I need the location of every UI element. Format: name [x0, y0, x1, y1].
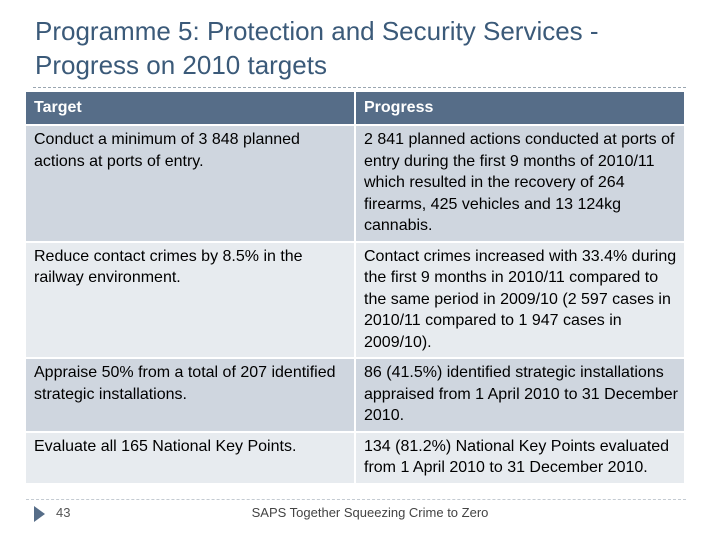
table-row	[26, 125, 685, 242]
target-cell: Evaluate all 165 National Key Points.	[26, 432, 355, 484]
progress-cell: 86 (41.5%) identified strategic installations appraised from 1 April 2010 to 31 December 2010.	[355, 358, 685, 432]
table-row	[26, 358, 685, 432]
progress-cell: 2 841 planned actions conducted at ports of entry during the first 9 months of 2010/11 which resulted in the recovery of 264 firearms, 425 vehicles and 13 124kg cannabis.	[355, 125, 685, 242]
header-progress: Progress	[355, 92, 685, 125]
title-divider	[33, 87, 686, 88]
footer-divider	[26, 499, 686, 500]
target-cell: Conduct a minimum of 3 848 planned actions at ports of entry.	[26, 125, 355, 242]
target-cell: Appraise 50% from a total of 207 identified strategic installations.	[26, 358, 355, 432]
table-header-row	[26, 92, 685, 125]
footer-text: SAPS Together Squeezing Crime to Zero	[251, 505, 489, 520]
progress-table	[26, 92, 686, 485]
progress-cell: Contact crimes increased with 33.4% during the first 9 months in 2010/11 compared to the same period in 2009/10 (2 597 cases in 2010/11 compared to 1 947 cases in 2009/10).	[355, 242, 685, 359]
table-row	[26, 432, 685, 484]
table-row	[26, 242, 685, 359]
page-marker-icon	[34, 506, 45, 522]
progress-cell: 134 (81.2%) National Key Points evaluated from 1 April 2010 to 31 December 2010.	[355, 432, 685, 484]
target-cell: Reduce contact crimes by 8.5% in the railway environment.	[26, 242, 355, 359]
header-target: Target	[26, 92, 355, 125]
slide-title: Programme 5: Protection and Security Services - Progress on 2010 targets	[35, 16, 599, 80]
page-number: 43	[56, 505, 71, 520]
